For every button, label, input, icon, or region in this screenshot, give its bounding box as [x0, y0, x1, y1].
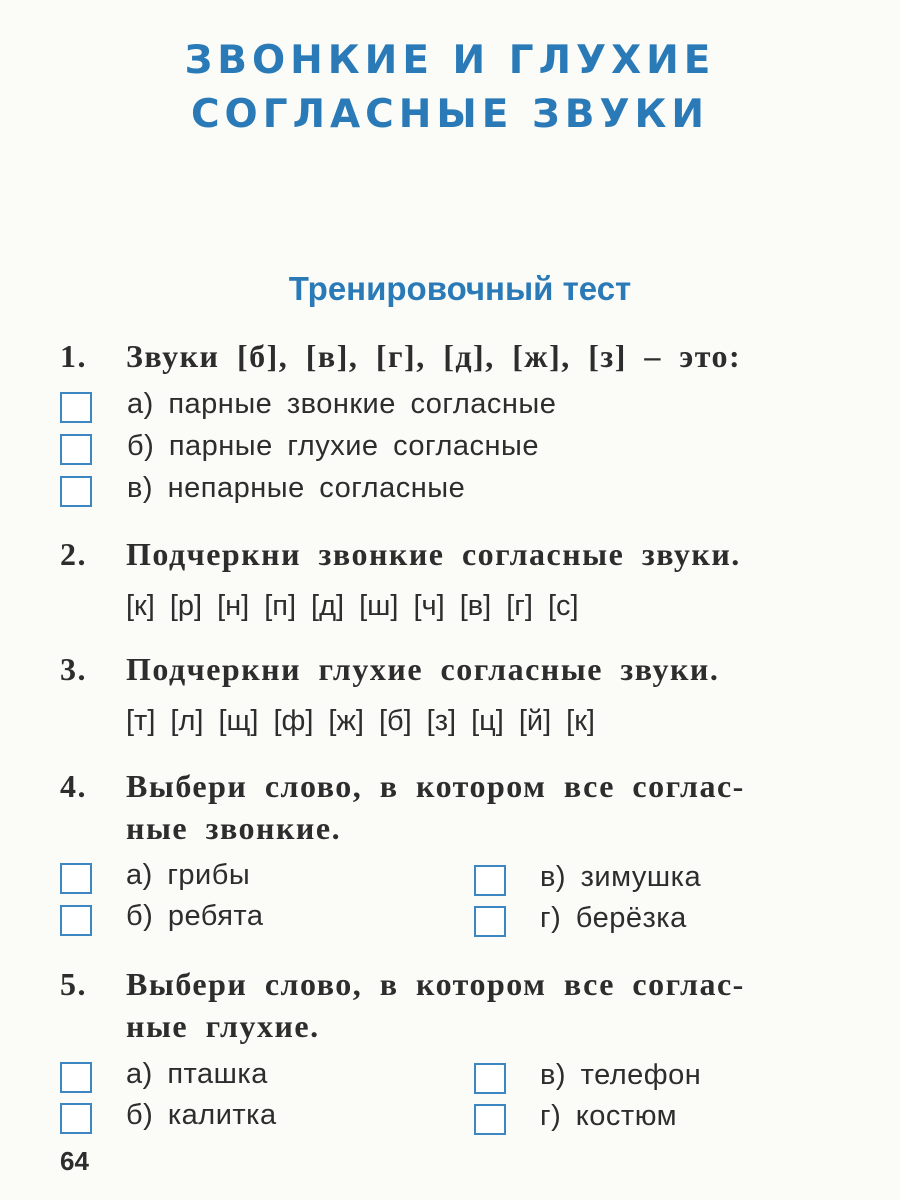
- answer-checkbox-4c[interactable]: [474, 865, 506, 896]
- question-number: 1.: [60, 338, 87, 374]
- question-4-cont: [126, 807, 900, 849]
- question-number: 4.: [60, 768, 87, 804]
- option-1a: а) парные звонкие согласные: [127, 388, 557, 420]
- answer-checkbox-5d[interactable]: [474, 1104, 506, 1135]
- question-text-line-1: Выбери слово, в котором все соглас-: [126, 966, 745, 1002]
- sound-item[interactable]: [г]: [506, 590, 533, 622]
- question-text-line-1: Выбери слово, в котором все соглас-: [126, 768, 745, 804]
- option-4a: а) грибы: [126, 859, 251, 891]
- sound-item[interactable]: [л]: [170, 705, 204, 737]
- question-number: 5.: [60, 966, 87, 1002]
- option-5d: г) костюм: [540, 1100, 678, 1132]
- test-subtitle: Тренировочный тест: [288, 270, 632, 307]
- page-title: [0, 34, 900, 142]
- sound-item[interactable]: [ч]: [413, 590, 445, 622]
- question-number: 3.: [60, 651, 87, 687]
- question-text-line-2: ные звонкие.: [126, 810, 342, 846]
- option-4d: г) берёзка: [540, 902, 687, 934]
- answer-checkbox-5b[interactable]: [60, 1103, 92, 1134]
- answer-checkbox-1b[interactable]: [60, 434, 92, 465]
- question-3: [60, 648, 860, 690]
- question-2: [60, 533, 860, 575]
- sound-item[interactable]: [щ]: [218, 705, 259, 737]
- answer-checkbox-1a[interactable]: [60, 392, 92, 423]
- option-5b: б) калитка: [126, 1099, 277, 1131]
- sound-item[interactable]: [т]: [126, 705, 156, 737]
- sounds-list-3: [126, 705, 610, 738]
- question-text-line-2: ные глухие.: [126, 1008, 320, 1044]
- sound-item[interactable]: [ж]: [328, 705, 364, 737]
- sound-item[interactable]: [ф]: [273, 705, 314, 737]
- sound-item[interactable]: [р]: [169, 590, 203, 622]
- page-number: 64: [60, 1146, 89, 1176]
- question-number: 2.: [60, 536, 87, 572]
- sound-item[interactable]: [в]: [459, 590, 492, 622]
- sound-item[interactable]: [н]: [217, 590, 250, 622]
- option-1b: б) парные глухие согласные: [127, 430, 540, 462]
- answer-checkbox-1c[interactable]: [60, 476, 92, 507]
- option-5a: а) пташка: [126, 1058, 268, 1090]
- option-4b: б) ребята: [126, 900, 264, 932]
- sound-item[interactable]: [к]: [126, 590, 155, 622]
- title-line-1: ЗВОНКИЕ И ГЛУХИЕ: [184, 38, 716, 83]
- question-text: Подчеркни глухие согласные звуки.: [126, 651, 720, 687]
- sound-item[interactable]: [п]: [264, 590, 297, 622]
- sound-item[interactable]: [к]: [566, 705, 595, 737]
- option-4c: в) зимушка: [540, 861, 702, 893]
- question-1: [60, 335, 860, 377]
- sound-item[interactable]: [й]: [518, 705, 552, 737]
- answer-checkbox-5a[interactable]: [60, 1062, 92, 1093]
- sound-item[interactable]: [б]: [378, 705, 412, 737]
- sound-item[interactable]: [ц]: [471, 705, 504, 737]
- sound-item[interactable]: [з]: [426, 705, 457, 737]
- question-4: [60, 765, 860, 807]
- option-1c: в) непарные согласные: [127, 472, 466, 504]
- sound-item[interactable]: [с]: [547, 590, 579, 622]
- option-5c: в) телефон: [540, 1059, 702, 1091]
- question-5: [60, 963, 860, 1005]
- title-line-2: СОГЛАСНЫЕ ЗВУКИ: [190, 92, 710, 137]
- sound-item[interactable]: [ш]: [359, 590, 399, 622]
- answer-checkbox-4b[interactable]: [60, 905, 92, 936]
- answer-checkbox-4d[interactable]: [474, 906, 506, 937]
- sounds-list-2: [126, 590, 594, 623]
- question-5-cont: [126, 1005, 900, 1047]
- answer-checkbox-5c[interactable]: [474, 1063, 506, 1094]
- sound-item[interactable]: [д]: [311, 590, 345, 622]
- answer-checkbox-4a[interactable]: [60, 863, 92, 894]
- question-text: Звуки [б], [в], [г], [д], [ж], [з] – это:: [126, 338, 742, 374]
- question-text: Подчеркни звонкие согласные звуки.: [126, 536, 741, 572]
